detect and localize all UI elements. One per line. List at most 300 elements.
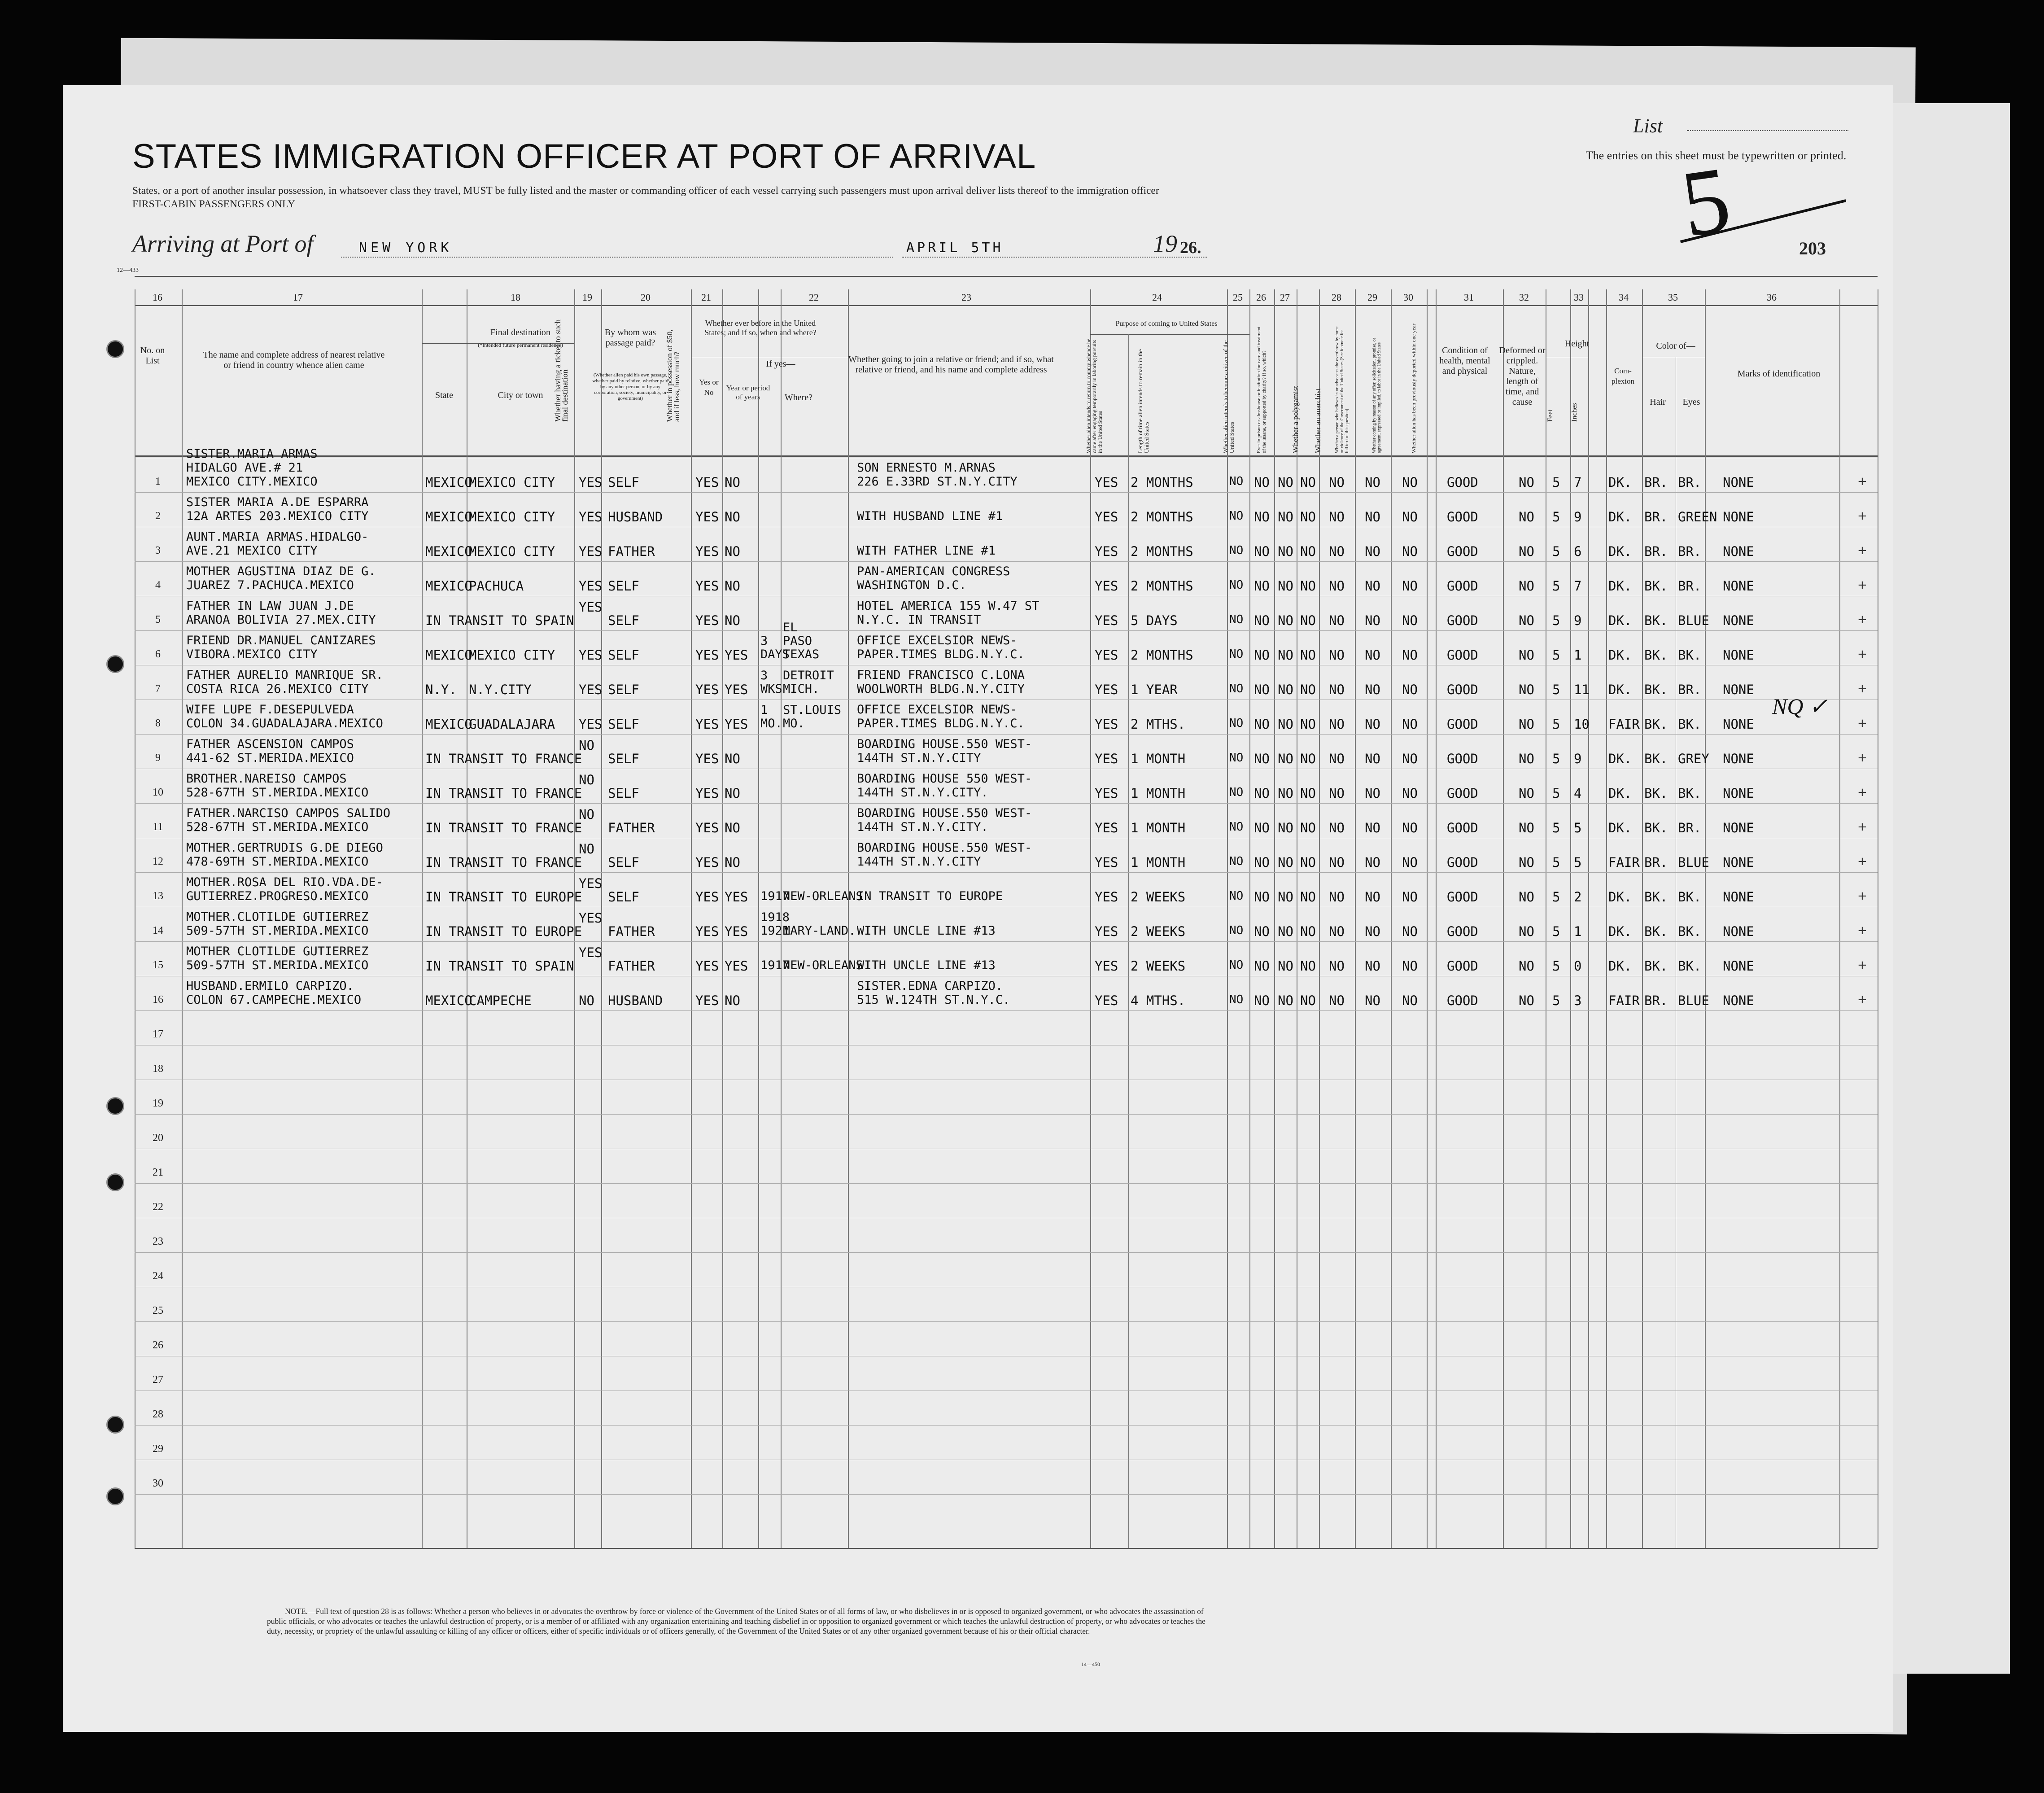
intends-citizen: NO [1229,958,1244,972]
labor-offer: NO [1365,544,1380,559]
ticket-status: YES [579,717,603,732]
anarchist: NO [1300,682,1316,697]
hair-color: BK. [1644,613,1668,628]
money-status: YES [695,647,719,663]
complexion: DK. [1608,820,1632,835]
hair-color: BK. [1644,578,1668,594]
header-relative: The name and complete address of nearest relative or friend in country whence alien came [203,350,385,370]
tick-mark: + [1857,855,1867,868]
identification-marks: NONE [1723,993,1754,1008]
passage-paid-by: SELF [608,717,639,732]
advocates-overthrow: NO [1329,751,1345,766]
relative-address: MOTHER.ROSA DEL RIO.VDA.DE- [186,875,383,889]
row-number: 14 [153,925,163,936]
prison-almshouse: NO [1254,682,1270,697]
column-number: 18 [511,292,520,303]
header-year-period: Year or period of years [726,384,770,401]
column-number: 28 [1332,292,1341,303]
eye-color: BK. [1678,717,1702,732]
hair-color: BR. [1644,509,1668,525]
advocates-overthrow: NO [1329,889,1345,905]
length-of-stay: 1 MONTH [1131,855,1186,870]
polygamist: NO [1278,820,1293,835]
relative-address: FATHER ASCENSION CAMPOS [186,737,354,751]
joining-contact: SISTER.EDNA CARPIZO. [857,979,1003,993]
hair-color: BK. [1644,786,1668,801]
eye-color: BK. [1678,958,1702,974]
row-number: 19 [153,1098,163,1109]
money-status: YES [695,924,719,939]
column-divider [1705,289,1706,1548]
polygamist: NO [1278,751,1293,766]
deformed: NO [1519,613,1534,628]
row-number: 18 [153,1063,163,1075]
hair-color: BK. [1644,717,1668,732]
relative-address: 478-69TH ST.MERIDA.MEXICO [186,855,369,869]
prison-almshouse: NO [1254,751,1270,766]
intends-citizen: NO [1229,544,1244,557]
length-of-stay: 1 MONTH [1131,786,1186,801]
polygamist: NO [1278,475,1293,490]
column-number: 24 [1152,292,1162,303]
column-divider [691,289,692,1548]
passage-paid-by: HUSBAND [608,509,663,525]
anarchist: NO [1300,578,1316,594]
previously-in-us: YES [725,924,748,939]
height-feet: 5 [1552,889,1560,905]
health-condition: GOOD [1447,924,1478,939]
list-line [1687,130,1848,131]
relative-address: MOTHER.CLOTILDE GUTIERREZ [186,910,369,924]
header-eyes: Eyes [1682,397,1700,407]
complexion: DK. [1608,924,1632,939]
joining-contact: WOOLWORTH BLDG.N.Y.CITY [857,682,1025,696]
destination-city: GUADALAJARA [469,717,555,732]
punch-hole [106,1097,124,1115]
health-condition: GOOD [1447,544,1478,559]
complexion: FAIR [1608,855,1640,870]
advocates-overthrow: NO [1329,786,1345,801]
row-number: 28 [153,1408,163,1420]
anarchist: NO [1300,889,1316,905]
destination-city: MEXICO CITY [469,509,555,525]
advocates-overthrow: NO [1329,682,1345,697]
money-status: YES [695,578,719,594]
complexion: DK. [1608,509,1632,525]
row-rule [135,872,1878,873]
row-rule [135,1010,1878,1011]
labor-offer: NO [1365,786,1380,801]
anarchist: NO [1300,475,1316,490]
deformed: NO [1519,647,1534,663]
relative-address: 509-57TH ST.MERIDA.MEXICO [186,958,369,972]
height-inches: 1 [1574,647,1582,663]
eye-color: BR. [1678,820,1702,835]
previously-in-us: NO [725,475,740,490]
previously-deported: NO [1402,682,1418,697]
ticket-status: NO [579,772,594,787]
health-condition: GOOD [1447,993,1478,1008]
intends-citizen: NO [1229,889,1244,903]
joining-contact: OFFICE EXCELSIOR NEWS- [857,703,1018,717]
intends-citizen: NO [1229,682,1244,695]
intends-citizen: NO [1229,578,1244,592]
relative-address: ARANOA BOLIVIA 27.MEX.CITY [186,613,376,627]
passage-paid-by: SELF [608,682,639,697]
prison-almshouse: NO [1254,647,1270,663]
intends-return: YES [1095,993,1118,1008]
advocates-overthrow: NO [1329,958,1345,974]
joining-contact: BOARDING HOUSE.550 WEST- [857,806,1032,820]
ticket-status: YES [579,599,603,615]
polygamist: NO [1278,786,1293,801]
joining-contact: 515 W.124TH ST.N.Y.C. [857,993,1010,1007]
subtitle: States, or a port of another insular possession, in whatsoever class they travel, MUST be fully listed and the master or commanding officer of each vessel carrying such passengers must upon arrival deliver lists thereof to the immigration officer [132,185,1159,197]
joining-contact: 144TH ST.N.Y.CITY. [857,786,988,800]
header-complexion: Com-plexion [1612,367,1634,385]
polygamist: NO [1278,544,1293,559]
eye-color: BR. [1678,682,1702,697]
advocates-overthrow: NO [1329,924,1345,939]
advocates-overthrow: NO [1329,509,1345,525]
relative-address: 12A ARTES 203.MEXICO CITY [186,509,369,523]
column-divider [1839,289,1840,1548]
ticket-status: YES [579,682,603,697]
money-status: YES [695,717,719,732]
anarchist: NO [1300,855,1316,870]
place-in-us: NEW-ORLEANS [783,958,863,972]
intends-return: YES [1095,682,1118,697]
years-in-us: 1921 [760,924,790,938]
length-of-stay: 2 WEEKS [1131,958,1186,974]
height-feet: 5 [1552,924,1560,939]
anarchist: NO [1300,958,1316,974]
previously-in-us: YES [725,958,748,974]
relative-address: SISTER.MARIA ARMAS [186,447,318,461]
year-suffix: 26. [1180,238,1201,257]
hair-color: BK. [1644,682,1668,697]
prison-almshouse: NO [1254,475,1270,490]
destination-city: MEXICO CITY [469,647,555,663]
column-divider [1274,289,1275,1548]
destination-state: N.Y. [425,682,457,697]
intends-citizen: NO [1229,647,1244,661]
joining-contact: FRIEND FRANCISCO C.LONA [857,668,1025,682]
years-in-us: 1918 [760,910,790,924]
money-status: YES [695,820,719,835]
prison-almshouse: NO [1254,820,1270,835]
list-label: List [1633,115,1663,137]
ticket-status: YES [579,910,603,926]
intends-return: YES [1095,647,1118,663]
height-inches: 11 [1574,682,1590,697]
column-divider [574,289,575,1548]
destination-state: MEXICO [425,475,472,490]
passage-paid-by: FATHER [608,820,655,835]
destination-state: MEXICO [425,509,472,525]
corner-code: 12—433 [117,267,139,274]
deformed: NO [1519,578,1534,594]
back-sheet-right [1875,103,2010,1674]
relative-address: VIBORA.MEXICO CITY [186,647,318,661]
labor-offer: NO [1365,993,1380,1008]
intends-citizen: NO [1229,924,1244,937]
health-condition: GOOD [1447,475,1478,490]
previously-in-us: NO [725,751,740,766]
advocates-overthrow: NO [1329,613,1345,628]
polygamist: NO [1278,924,1293,939]
polygamist: NO [1278,958,1293,974]
complexion: FAIR [1608,993,1640,1008]
column-divider [422,289,423,1548]
height-inches: 7 [1574,578,1582,594]
eye-color: GREEN [1678,509,1717,525]
header-passage-note: (Whether alien paid his own passage, whether paid by relative, whether paid by any other person, or by any corporation, society, municipality, or government) [592,372,668,401]
header-if-yes: If yes— [766,359,795,369]
row-rule [135,561,1878,562]
previously-deported: NO [1402,578,1418,594]
health-condition: GOOD [1447,820,1478,835]
relative-address: FRIEND DR.MANUEL CANIZARES [186,634,376,647]
identification-marks: NONE [1723,924,1754,939]
deformed: NO [1519,786,1534,801]
length-of-stay: 2 MONTHS [1131,647,1193,663]
column-divider [1436,289,1437,1548]
previously-deported: NO [1402,509,1418,525]
deformed: NO [1519,544,1534,559]
advocates-overthrow: NO [1329,855,1345,870]
header-c28: Whether a person who believes in or advocates the overthrow by force or violence of the Government of the United States (See footnote for full text of this question) [1335,326,1350,453]
column-number: 32 [1519,292,1529,303]
length-of-stay: 2 WEEKS [1131,889,1186,905]
tick-mark: + [1857,820,1867,834]
column-number: 35 [1668,292,1678,303]
column-number: 20 [641,292,651,303]
health-condition: GOOD [1447,509,1478,525]
previously-in-us: YES [725,717,748,732]
form-number: 14—450 [1081,1661,1100,1667]
row-number: 9 [155,752,161,764]
intends-return: YES [1095,924,1118,939]
hair-color: BK. [1644,889,1668,905]
length-of-stay: 1 MONTH [1131,751,1186,766]
intends-return: YES [1095,475,1118,490]
row-rule [135,1425,1878,1426]
labor-offer: NO [1365,509,1380,525]
row-number: 11 [153,821,163,833]
row-rule [135,630,1878,631]
row-number: 21 [153,1167,163,1178]
row-rule [135,1114,1878,1115]
identification-marks: NONE [1723,544,1754,559]
money-status: YES [695,751,719,766]
length-of-stay: 1 MONTH [1131,820,1186,835]
destination-transit: IN TRANSIT TO SPAIN [425,958,574,974]
column-divider [722,357,723,1548]
money-status: YES [695,475,719,490]
hair-color: BK. [1644,924,1668,939]
header-city: City or town [498,390,543,400]
column-number: 17 [293,292,303,303]
previously-in-us: NO [725,613,740,628]
intends-return: YES [1095,958,1118,974]
polygamist: NO [1278,889,1293,905]
health-condition: GOOD [1447,647,1478,663]
complexion: DK. [1608,544,1632,559]
intends-citizen: NO [1229,751,1244,765]
height-feet: 5 [1552,578,1560,594]
deformed: NO [1519,993,1534,1008]
hair-color: BR. [1644,544,1668,559]
length-of-stay: 1 YEAR [1131,682,1178,697]
tick-mark: + [1857,544,1867,557]
tick-mark: + [1857,958,1867,972]
length-of-stay: 2 MONTHS [1131,544,1193,559]
years-in-us: DAYS [760,647,790,661]
health-condition: GOOD [1447,751,1478,766]
anarchist: NO [1300,820,1316,835]
eye-color: BK. [1678,924,1702,939]
identification-marks: NONE [1723,578,1754,594]
relative-address: HUSBAND.ERMILO CARPIZO. [186,979,354,993]
previously-deported: NO [1402,647,1418,663]
intends-citizen: NO [1229,509,1244,523]
anarchist: NO [1300,613,1316,628]
length-of-stay: 2 MTHS. [1131,717,1186,732]
column-number: 19 [582,292,592,303]
row-rule [135,941,1878,942]
previously-in-us: YES [725,647,748,663]
destination-transit: IN TRANSIT TO EUROPE [425,889,582,905]
labor-offer: NO [1365,647,1380,663]
ticket-status: YES [579,876,603,891]
height-inches: 2 [1574,889,1582,905]
relative-address: COLON 34.GUADALAJARA.MEXICO [186,717,383,730]
place-in-us: TEXAS [783,647,820,661]
header-health: Condition of health, mental and physical [1439,345,1490,376]
identification-marks: NONE [1723,751,1754,766]
previously-in-us: NO [725,578,740,594]
prison-almshouse: NO [1254,786,1270,801]
destination-state: MEXICO [425,578,472,594]
labor-offer: NO [1365,855,1380,870]
prison-almshouse: NO [1254,993,1270,1008]
relative-address: GUTIERREZ.PROGRESO.MEXICO [186,889,369,903]
money-status: YES [695,958,719,974]
punch-hole [106,1416,124,1434]
joining-contact: BOARDING HOUSE.550 WEST- [857,841,1032,855]
row-number: 4 [155,579,161,591]
joining-contact: PAPER.TIMES BLDG.N.Y.C. [857,647,1025,661]
column-divider [1606,289,1607,1548]
anarchist: NO [1300,924,1316,939]
labor-offer: NO [1365,751,1380,766]
row-number: 5 [155,614,161,625]
port-name: NEW YORK [359,240,453,256]
relative-address: COLON 67.CAMPECHE.MEXICO [186,993,362,1007]
anarchist: NO [1300,544,1316,559]
height-inches: 5 [1574,820,1582,835]
intends-return: YES [1095,751,1118,766]
identification-marks: NONE [1723,786,1754,801]
relative-address: FATHER.NARCISO CAMPOS SALIDO [186,806,391,820]
identification-marks: NONE [1723,613,1754,628]
previously-deported: NO [1402,786,1418,801]
ticket-status: YES [579,578,603,594]
header-feet: Feet [1546,409,1554,422]
ticket-status: NO [579,807,594,822]
ticket-status: YES [579,544,603,559]
row-number: 23 [153,1236,163,1247]
relative-address: FATHER IN LAW JUAN J.DE [186,599,354,613]
length-of-stay: 2 MONTHS [1131,509,1193,525]
destination-city: CAMPECHE [469,993,532,1008]
row-number: 6 [155,648,161,660]
deformed: NO [1519,820,1534,835]
length-of-stay: 2 MONTHS [1131,578,1193,594]
tick-mark: + [1857,509,1867,523]
previously-in-us: NO [725,993,740,1008]
hair-color: BK. [1644,751,1668,766]
complexion: DK. [1608,889,1632,905]
relative-address: 509-57TH ST.MERIDA.MEXICO [186,924,369,938]
header-deformed: Deformed or crippled. Nature, length of time, and cause [1499,345,1546,407]
years-in-us: 3 [760,669,768,682]
intends-citizen: NO [1229,993,1244,1006]
polygamist: NO [1278,682,1293,697]
joining-contact: WASHINGTON D.C. [857,578,966,592]
header-c25: Ever in prison or almshouse or institution for care and treatment of the insane, or supported by charity? If so, which? [1256,326,1267,453]
page-number: 203 [1799,238,1826,258]
class-line: FIRST-CABIN PASSENGERS ONLY [132,198,295,210]
column-divider [1090,289,1091,1548]
advocates-overthrow: NO [1329,544,1345,559]
header-height: Height [1564,339,1590,349]
height-inches: 7 [1574,475,1582,490]
identification-marks: NONE [1723,958,1754,974]
height-feet: 5 [1552,786,1560,801]
previously-in-us: NO [725,544,740,559]
anarchist: NO [1300,717,1316,732]
identification-marks: NONE [1723,475,1754,490]
height-feet: 5 [1552,475,1560,490]
deformed: NO [1519,924,1534,939]
destination-transit: IN TRANSIT TO FRANCE [425,751,582,766]
joining-contact: N.Y.C. IN TRANSIT [857,613,981,627]
relative-address: COSTA RICA 26.MEXICO CITY [186,682,369,696]
margin-annotation: NQ ✓ [1772,694,1828,719]
previously-in-us: NO [725,509,740,525]
complexion: DK. [1608,613,1632,628]
deformed: NO [1519,509,1534,525]
polygamist: NO [1278,647,1293,663]
manifest-sheet [63,85,1893,1732]
joining-contact: 144TH ST.N.Y.CITY [857,855,981,869]
relative-address: SISTER MARIA A.DE ESPARRA [186,495,369,509]
prison-almshouse: NO [1254,889,1270,905]
column-number: 31 [1464,292,1474,303]
eye-color: BR. [1678,475,1702,490]
years-in-us: 3 [760,634,768,648]
place-in-us: DETROIT [783,669,834,682]
ticket-status: NO [579,993,594,1008]
advocates-overthrow: NO [1329,475,1345,490]
prison-almshouse: NO [1254,578,1270,594]
row-rule [135,1252,1878,1253]
years-in-us: 1 [760,703,768,717]
passage-paid-by: FATHER [608,958,655,974]
prison-almshouse: NO [1254,855,1270,870]
